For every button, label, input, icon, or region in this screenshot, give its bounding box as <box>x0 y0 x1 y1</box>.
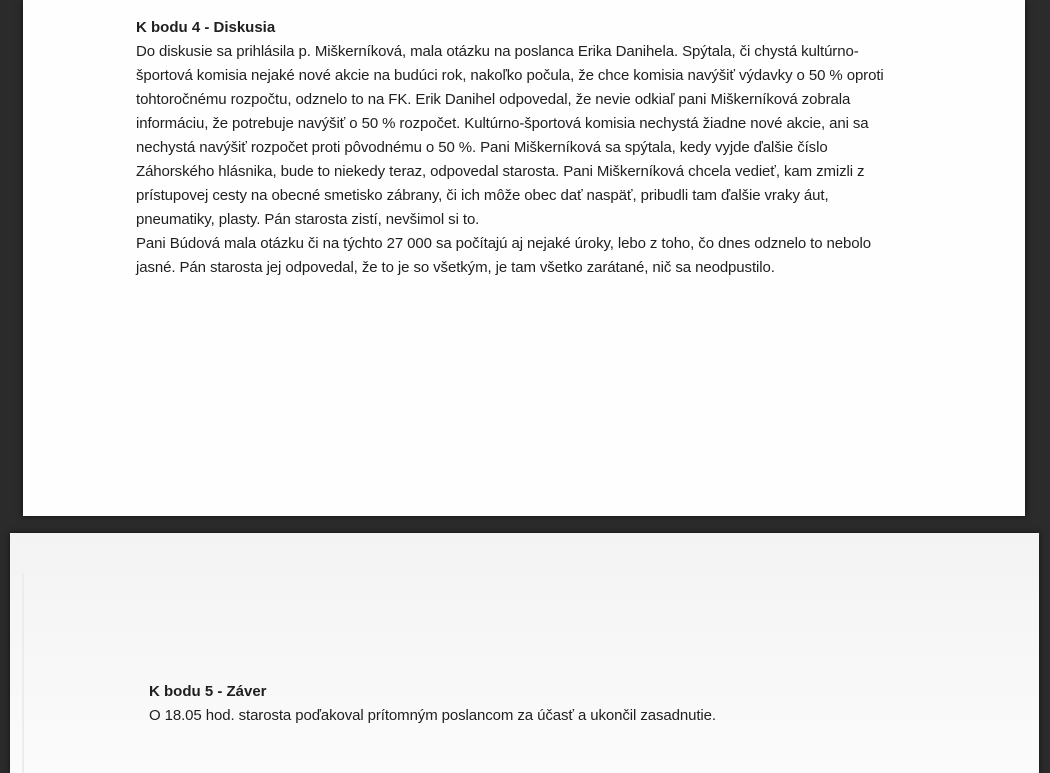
document-page-1 <box>23 0 1025 516</box>
document-page-2 <box>10 533 1039 773</box>
section-4-paragraph-1: Do diskusie sa prihlásila p. Miškerníková, mala otázku na poslanca Erika Danihela. Spýtala, či chystá kultúrno-športová komisia nejaké nové akcie na budúci rok, nakoľko počula, že chce komisia navýšiť výdavky o 50 % oproti tohtoročnému rozpočtu, odznelo to na FK. Erik Danihel odpovedal, že nevie odkiaľ pani Miškerníková zobrala informáciu, že potrebuje navýšiť o 50 % rozpočet. Kultúrno-športová komisia nechystá žiadne nové akcie, ani sa nechystá navýšiť rozpočet proti pôvodnému o 50 %. Pani Miškerníková sa spýtala, kedy vyjde ďalšie číslo Záhorského hlásnika, bude to niekedy teraz, odpovedal starosta. Pani Miškerníková chcela vedieť, kam zmizli z prístupovej cesty na obecné smetisko zábrany, či ich môže obec dať naspäť, pribudli tam ďalšie vraky áut, pneumatiky, plasty. Pán starosta zistí, nevšimol si to. <box>136 43 884 228</box>
section-5-heading: K bodu 5 - Záver <box>149 683 267 700</box>
section-4-heading: K bodu 4 - Diskusia <box>136 19 276 36</box>
section-5-block <box>149 680 1009 728</box>
section-4-block <box>136 16 906 280</box>
section-5-paragraph-1: O 18.05 hod. starosta poďakoval prítomným poslancom za účasť a ukončil zasadnutie. <box>149 707 716 724</box>
scan-edge-mark <box>22 573 24 773</box>
section-4-paragraph-2: Pani Búdová mala otázku či na týchto 27 000 sa počítajú aj nejaké úroky, lebo z toho, čo dnes odznelo to nebolo jasné. Pán starosta jej odpovedal, že to je so všetkým, je tam všetko zarátané, nič sa neodpustilo. <box>136 235 871 276</box>
